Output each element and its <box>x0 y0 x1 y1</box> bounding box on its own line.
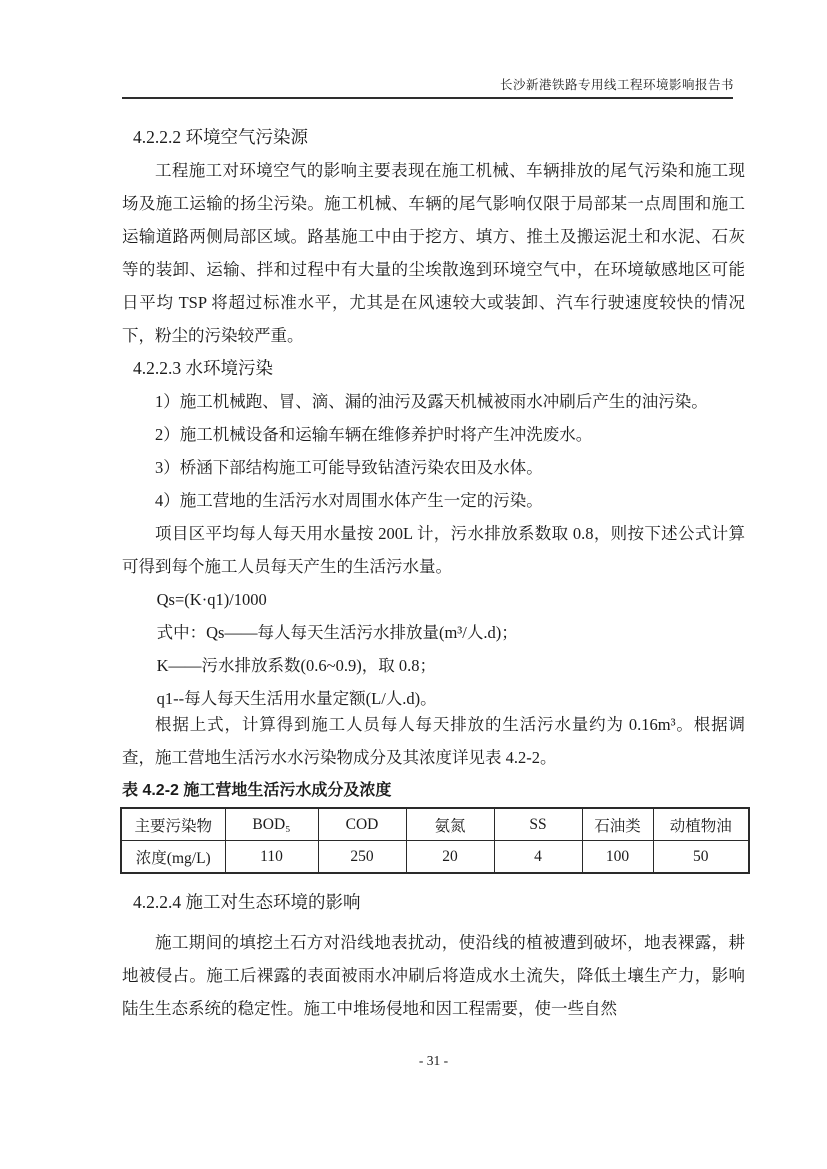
table-header-cell: 主要污染物 <box>121 808 225 841</box>
paragraph-eco: 施工期间的填挖土石方对沿线地表扰动，使沿线的植被遭到破坏，地表裸露，耕地被侵占。施工后裸露的表面被雨水冲刷后将造成水土流失，降低土壤生产力，影响陆生生态系统的稳定性。施工中堆场侵地和因工程需要，使一些自然 <box>122 933 745 1018</box>
pollutant-table <box>120 807 750 874</box>
list-item: 4）施工营地的生活污水对周围水体产生一定的污染。 <box>155 491 543 510</box>
paragraph-air: 工程施工对环境空气的影响主要表现在施工机械、车辆排放的尾气污染和施工现场及施工运输的扬尘污染。施工机械、车辆的尾气影响仅限于局部某一点周围和施工运输道路两侧局部区域。路基施工中由于挖方、填方、推土及搬运泥土和水泥、石灰等的装卸、运输、拌和过程中有大量的尘埃散逸到环境空气中，在环境敏感地区可能日平均 TSP 将超过标准水平，尤其是在风速较大或装卸、汽车行驶速度较快的情况下，粉尘的污染较严重。 <box>122 161 745 345</box>
header-title: 长沙新港铁路专用线工程环境影响报告书 <box>499 78 734 92</box>
table-cell: 250 <box>318 841 406 874</box>
table-cell: 4 <box>494 841 582 874</box>
formula-note: 式中：Qs——每人每天生活污水排放量(m³/人.d)； <box>156 623 518 642</box>
list-item: 2）施工机械设备和运输车辆在维修养护时将产生冲洗废水。 <box>155 425 593 444</box>
formula-line: Qs=(K·q1)/1000 <box>156 590 267 609</box>
paragraph-water-result: 根据上式，计算得到施工人员每人每天排放的生活污水量约为 0.16m³。根据调查，施工营地生活污水水污染物成分及其浓度详见表 4.2-2。 <box>122 715 745 767</box>
formula-block <box>122 583 745 715</box>
table-cell: 20 <box>406 841 494 874</box>
table-header-row <box>121 808 749 841</box>
table-header-cell: 氨氮 <box>406 808 494 841</box>
table-header-cell: SS <box>494 808 582 841</box>
page-number: - 31 - <box>418 1053 449 1068</box>
table-cell: 50 <box>653 841 749 874</box>
table-header-cell: BOD₅ <box>225 808 318 841</box>
table-row <box>121 841 749 874</box>
section-heading-air: 4.2.2.2 环境空气污染源 <box>133 127 308 147</box>
formula-note: q1--每人每天生活用水量定额(L/人.d)。 <box>156 689 437 708</box>
table-caption: 表 4.2-2 施工营地生活污水成分及浓度 <box>122 782 392 799</box>
paragraph-water-intro: 项目区平均每人每天用水量按 200L 计，污水排放系数取 0.8，则按下述公式计算可得到每个施工人员每天产生的生活污水量。 <box>122 524 745 576</box>
page-header <box>122 0 745 99</box>
table-cell: 110 <box>225 841 318 874</box>
table-header-cell: 动植物油 <box>653 808 749 841</box>
table-header-cell: COD <box>318 808 406 841</box>
formula-note: K——污水排放系数(0.6~0.9)，取 0.8； <box>156 656 436 675</box>
table-cell: 浓度(mg/L) <box>121 841 225 874</box>
section-heading-water: 4.2.2.3 水环境污染 <box>133 358 273 378</box>
page-content <box>122 0 745 1025</box>
table-cell: 100 <box>582 841 653 874</box>
list-item: 1）施工机械跑、冒、滴、漏的油污及露天机械被雨水冲刷后产生的油污染。 <box>155 392 708 411</box>
header-rule <box>122 97 733 99</box>
list-item: 3）桥涵下部结构施工可能导致钻渣污染农田及水体。 <box>155 458 543 477</box>
table-header-cell: 石油类 <box>582 808 653 841</box>
section-heading-eco: 4.2.2.4 施工对生态环境的影响 <box>133 892 361 912</box>
